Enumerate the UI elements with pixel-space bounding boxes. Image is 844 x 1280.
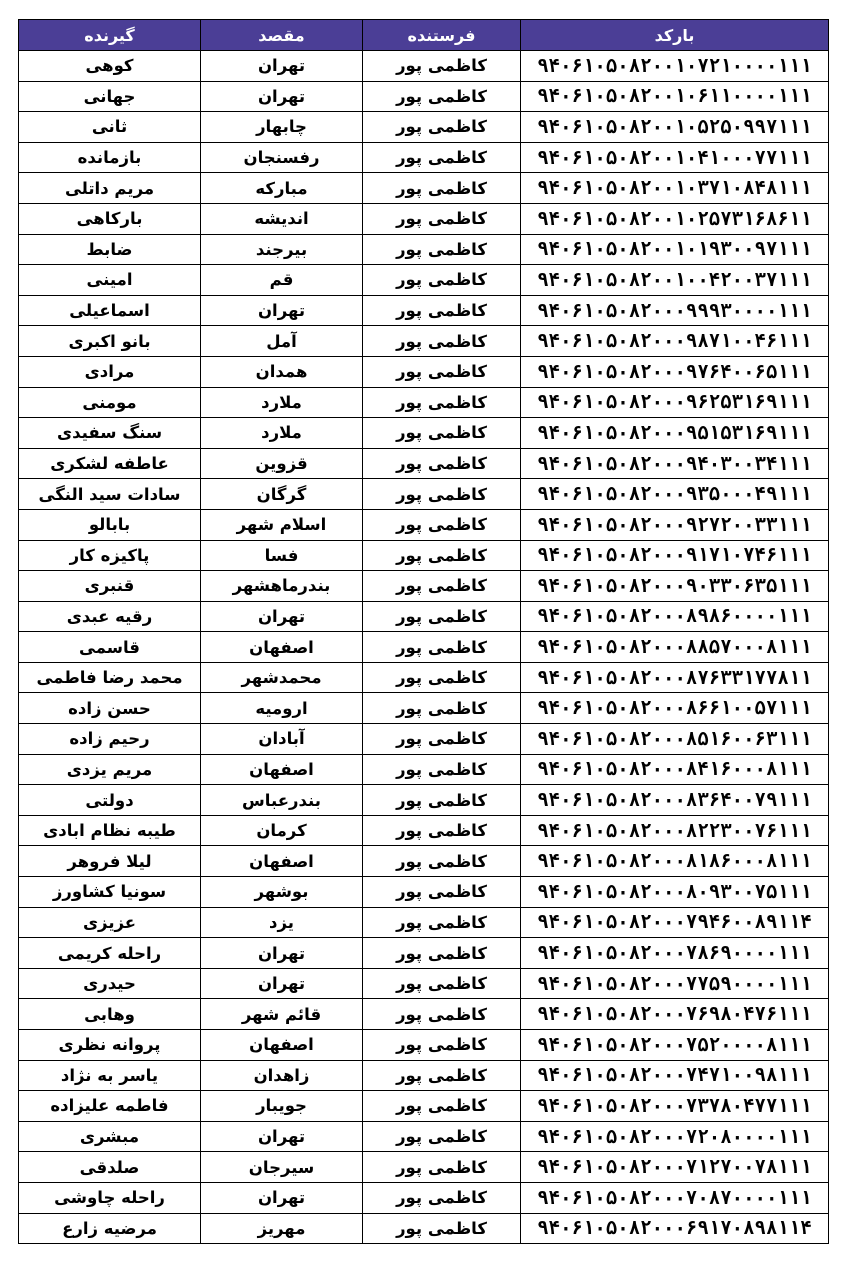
barcode-cell: ۹۴۰۶۱۰۵۰۸۲۰۰۰۷۴۷۱۰۰۹۸۱۱۱ bbox=[521, 1060, 829, 1091]
barcode-cell: ۹۴۰۶۱۰۵۰۸۲۰۰۰۸۸۵۷۰۰۰۸۱۱۱ bbox=[521, 632, 829, 663]
sender-cell: کاظمی پور bbox=[363, 326, 521, 357]
sender-cell: کاظمی پور bbox=[363, 81, 521, 112]
barcode-cell: ۹۴۰۶۱۰۵۰۸۲۰۰۰۹۹۹۳۰۰۰۰۱۱۱ bbox=[521, 295, 829, 326]
table-row bbox=[19, 877, 829, 908]
recipient-cell: حسن زاده bbox=[19, 693, 201, 724]
table-row bbox=[19, 234, 829, 265]
barcode-cell: ۹۴۰۶۱۰۵۰۸۲۰۰۰۸۳۶۴۰۰۷۹۱۱۱ bbox=[521, 785, 829, 816]
table-row bbox=[19, 509, 829, 540]
destination-cell: تهران bbox=[201, 295, 363, 326]
sender-cell: کاظمی پور bbox=[363, 203, 521, 234]
recipient-cell: کوهی bbox=[19, 51, 201, 82]
recipient-cell: بارکاهی bbox=[19, 203, 201, 234]
recipient-cell: فاطمه علیزاده bbox=[19, 1091, 201, 1122]
recipient-cell: سونیا کشاورز bbox=[19, 877, 201, 908]
table-row bbox=[19, 601, 829, 632]
table-row bbox=[19, 1213, 829, 1244]
sender-cell: کاظمی پور bbox=[363, 846, 521, 877]
barcode-cell: ۹۴۰۶۱۰۵۰۸۲۰۰۱۰۷۲۱۰۰۰۰۱۱۱ bbox=[521, 51, 829, 82]
sender-cell: کاظمی پور bbox=[363, 387, 521, 418]
table-row bbox=[19, 754, 829, 785]
sender-cell: کاظمی پور bbox=[363, 571, 521, 602]
table-row bbox=[19, 938, 829, 969]
sender-cell: کاظمی پور bbox=[363, 754, 521, 785]
destination-cell: اسلام شهر bbox=[201, 509, 363, 540]
barcode-cell: ۹۴۰۶۱۰۵۰۸۲۰۰۰۹۷۶۴۰۰۶۵۱۱۱ bbox=[521, 356, 829, 387]
recipient-cell: مریم داتلی bbox=[19, 173, 201, 204]
sender-cell: کاظمی پور bbox=[363, 509, 521, 540]
sender-cell: کاظمی پور bbox=[363, 51, 521, 82]
sender-cell: کاظمی پور bbox=[363, 877, 521, 908]
sender-cell: کاظمی پور bbox=[363, 724, 521, 755]
table-row bbox=[19, 142, 829, 173]
destination-cell: تهران bbox=[201, 51, 363, 82]
sender-cell: کاظمی پور bbox=[363, 356, 521, 387]
sender-cell: کاظمی پور bbox=[363, 938, 521, 969]
destination-cell: زاهدان bbox=[201, 1060, 363, 1091]
barcode-cell: ۹۴۰۶۱۰۵۰۸۲۰۰۰۷۲۰۸۰۰۰۰۱۱۱ bbox=[521, 1121, 829, 1152]
destination-cell: اصفهان bbox=[201, 632, 363, 663]
barcode-cell: ۹۴۰۶۱۰۵۰۸۲۰۰۱۰۶۱۱۰۰۰۰۱۱۱ bbox=[521, 81, 829, 112]
recipient-cell: راحله کریمی bbox=[19, 938, 201, 969]
barcode-cell: ۹۴۰۶۱۰۵۰۸۲۰۰۰۹۱۷۱۰۷۴۶۱۱۱ bbox=[521, 540, 829, 571]
table-header bbox=[19, 20, 829, 51]
sender-cell: کاظمی پور bbox=[363, 448, 521, 479]
recipient-cell: عاطفه لشکری bbox=[19, 448, 201, 479]
destination-cell: اصفهان bbox=[201, 754, 363, 785]
barcode-cell: ۹۴۰۶۱۰۵۰۸۲۰۰۰۹۵۱۵۳۱۶۹۱۱۱ bbox=[521, 418, 829, 449]
barcode-cell: ۹۴۰۶۱۰۵۰۸۲۰۰۰۸۷۶۳۳۱۷۷۸۱۱ bbox=[521, 662, 829, 693]
sender-cell: کاظمی پور bbox=[363, 662, 521, 693]
shipment-table-sheet bbox=[18, 19, 828, 1244]
destination-cell: قم bbox=[201, 265, 363, 296]
destination-cell: بندرعباس bbox=[201, 785, 363, 816]
recipient-cell: سادات سید النگی bbox=[19, 479, 201, 510]
sender-cell: کاظمی پور bbox=[363, 1213, 521, 1244]
table-row bbox=[19, 418, 829, 449]
recipient-cell: وهابی bbox=[19, 999, 201, 1030]
barcode-cell: ۹۴۰۶۱۰۵۰۸۲۰۰۰۷۰۸۷۰۰۰۰۱۱۱ bbox=[521, 1182, 829, 1213]
barcode-cell: ۹۴۰۶۱۰۵۰۸۲۰۰۰۷۱۲۷۰۰۷۸۱۱۱ bbox=[521, 1152, 829, 1183]
table-row bbox=[19, 51, 829, 82]
destination-cell: کرمان bbox=[201, 815, 363, 846]
barcode-cell: ۹۴۰۶۱۰۵۰۸۲۰۰۰۷۹۴۶۰۰۸۹۱۱۴ bbox=[521, 907, 829, 938]
header-sender: فرستنده bbox=[363, 20, 521, 51]
recipient-cell: مریم یزدی bbox=[19, 754, 201, 785]
sender-cell: کاظمی پور bbox=[363, 693, 521, 724]
destination-cell: قائم شهر bbox=[201, 999, 363, 1030]
table-row bbox=[19, 571, 829, 602]
barcode-cell: ۹۴۰۶۱۰۵۰۸۲۰۰۰۸۵۱۶۰۰۶۳۱۱۱ bbox=[521, 724, 829, 755]
destination-cell: چابهار bbox=[201, 112, 363, 143]
barcode-cell: ۹۴۰۶۱۰۵۰۸۲۰۰۰۹۲۷۲۰۰۳۳۱۱۱ bbox=[521, 509, 829, 540]
barcode-cell: ۹۴۰۶۱۰۵۰۸۲۰۰۱۰۰۴۲۰۰۳۷۱۱۱ bbox=[521, 265, 829, 296]
recipient-cell: رحیم زاده bbox=[19, 724, 201, 755]
table-row bbox=[19, 846, 829, 877]
header-row bbox=[19, 20, 829, 51]
barcode-cell: ۹۴۰۶۱۰۵۰۸۲۰۰۱۰۱۹۳۰۰۹۷۱۱۱ bbox=[521, 234, 829, 265]
recipient-cell: مرادی bbox=[19, 356, 201, 387]
destination-cell: جویبار bbox=[201, 1091, 363, 1122]
barcode-cell: ۹۴۰۶۱۰۵۰۸۲۰۰۰۸۴۱۶۰۰۰۸۱۱۱ bbox=[521, 754, 829, 785]
header-barcode: بارکد bbox=[521, 20, 829, 51]
sender-cell: کاظمی پور bbox=[363, 142, 521, 173]
table-row bbox=[19, 999, 829, 1030]
barcode-cell: ۹۴۰۶۱۰۵۰۸۲۰۰۱۰۵۲۵۰۹۹۷۱۱۱ bbox=[521, 112, 829, 143]
sender-cell: کاظمی پور bbox=[363, 601, 521, 632]
recipient-cell: ضابط bbox=[19, 234, 201, 265]
sender-cell: کاظمی پور bbox=[363, 418, 521, 449]
recipient-cell: سنگ سفیدی bbox=[19, 418, 201, 449]
recipient-cell: یاسر به نژاد bbox=[19, 1060, 201, 1091]
recipient-cell: حیدری bbox=[19, 968, 201, 999]
destination-cell: اندیشه bbox=[201, 203, 363, 234]
table-row bbox=[19, 662, 829, 693]
recipient-cell: پروانه نظری bbox=[19, 1030, 201, 1061]
recipient-cell: بازمانده bbox=[19, 142, 201, 173]
sender-cell: کاظمی پور bbox=[363, 479, 521, 510]
destination-cell: تهران bbox=[201, 938, 363, 969]
table-row bbox=[19, 112, 829, 143]
header-recipient: گیرنده bbox=[19, 20, 201, 51]
table-row bbox=[19, 632, 829, 663]
table-row bbox=[19, 326, 829, 357]
barcode-cell: ۹۴۰۶۱۰۵۰۸۲۰۰۰۹۸۷۱۰۰۴۶۱۱۱ bbox=[521, 326, 829, 357]
sender-cell: کاظمی پور bbox=[363, 1152, 521, 1183]
barcode-cell: ۹۴۰۶۱۰۵۰۸۲۰۰۰۷۶۹۸۰۴۷۶۱۱۱ bbox=[521, 999, 829, 1030]
sender-cell: کاظمی پور bbox=[363, 815, 521, 846]
recipient-cell: پاکیزه کار bbox=[19, 540, 201, 571]
sender-cell: کاظمی پور bbox=[363, 632, 521, 663]
barcode-cell: ۹۴۰۶۱۰۵۰۸۲۰۰۰۹۰۳۳۰۶۳۵۱۱۱ bbox=[521, 571, 829, 602]
table-row bbox=[19, 387, 829, 418]
recipient-cell: طیبه نظام ابادی bbox=[19, 815, 201, 846]
barcode-cell: ۹۴۰۶۱۰۵۰۸۲۰۰۰۹۴۰۳۰۰۳۴۱۱۱ bbox=[521, 448, 829, 479]
sender-cell: کاظمی پور bbox=[363, 1121, 521, 1152]
sender-cell: کاظمی پور bbox=[363, 1060, 521, 1091]
table-row bbox=[19, 693, 829, 724]
destination-cell: مهریز bbox=[201, 1213, 363, 1244]
shipment-table bbox=[18, 19, 829, 1244]
sender-cell: کاظمی پور bbox=[363, 1182, 521, 1213]
recipient-cell: مبشری bbox=[19, 1121, 201, 1152]
table-row bbox=[19, 785, 829, 816]
barcode-cell: ۹۴۰۶۱۰۵۰۸۲۰۰۰۸۹۸۶۰۰۰۰۱۱۱ bbox=[521, 601, 829, 632]
barcode-cell: ۹۴۰۶۱۰۵۰۸۲۰۰۱۰۲۵۷۳۱۶۸۶۱۱ bbox=[521, 203, 829, 234]
table-row bbox=[19, 724, 829, 755]
destination-cell: اصفهان bbox=[201, 1030, 363, 1061]
barcode-cell: ۹۴۰۶۱۰۵۰۸۲۰۰۰۷۷۵۹۰۰۰۰۱۱۱ bbox=[521, 968, 829, 999]
destination-cell: قزوین bbox=[201, 448, 363, 479]
destination-cell: همدان bbox=[201, 356, 363, 387]
barcode-cell: ۹۴۰۶۱۰۵۰۸۲۰۰۱۰۴۱۰۰۰۷۷۱۱۱ bbox=[521, 142, 829, 173]
sender-cell: کاظمی پور bbox=[363, 112, 521, 143]
barcode-cell: ۹۴۰۶۱۰۵۰۸۲۰۰۰۷۸۶۹۰۰۰۰۱۱۱ bbox=[521, 938, 829, 969]
recipient-cell: مومنی bbox=[19, 387, 201, 418]
destination-cell: اصفهان bbox=[201, 846, 363, 877]
header-destination: مقصد bbox=[201, 20, 363, 51]
recipient-cell: رقیه عبدی bbox=[19, 601, 201, 632]
barcode-cell: ۹۴۰۶۱۰۵۰۸۲۰۰۰۹۳۵۰۰۰۴۹۱۱۱ bbox=[521, 479, 829, 510]
sender-cell: کاظمی پور bbox=[363, 907, 521, 938]
sender-cell: کاظمی پور bbox=[363, 1030, 521, 1061]
table-row bbox=[19, 295, 829, 326]
destination-cell: تهران bbox=[201, 601, 363, 632]
table-row bbox=[19, 448, 829, 479]
destination-cell: فسا bbox=[201, 540, 363, 571]
barcode-cell: ۹۴۰۶۱۰۵۰۸۲۰۰۰۷۵۲۰۰۰۰۸۱۱۱ bbox=[521, 1030, 829, 1061]
sender-cell: کاظمی پور bbox=[363, 234, 521, 265]
sender-cell: کاظمی پور bbox=[363, 295, 521, 326]
destination-cell: گرگان bbox=[201, 479, 363, 510]
table-row bbox=[19, 815, 829, 846]
destination-cell: تهران bbox=[201, 81, 363, 112]
table-row bbox=[19, 907, 829, 938]
barcode-cell: ۹۴۰۶۱۰۵۰۸۲۰۰۰۷۳۷۸۰۴۷۷۱۱۱ bbox=[521, 1091, 829, 1122]
recipient-cell: امینی bbox=[19, 265, 201, 296]
barcode-cell: ۹۴۰۶۱۰۵۰۸۲۰۰۰۸۶۶۱۰۰۵۷۱۱۱ bbox=[521, 693, 829, 724]
destination-cell: آمل bbox=[201, 326, 363, 357]
table-row bbox=[19, 479, 829, 510]
barcode-cell: ۹۴۰۶۱۰۵۰۸۲۰۰۱۰۳۷۱۰۸۴۸۱۱۱ bbox=[521, 173, 829, 204]
recipient-cell: قاسمی bbox=[19, 632, 201, 663]
recipient-cell: دولتی bbox=[19, 785, 201, 816]
destination-cell: بیرجند bbox=[201, 234, 363, 265]
recipient-cell: بابالو bbox=[19, 509, 201, 540]
destination-cell: تهران bbox=[201, 1182, 363, 1213]
barcode-cell: ۹۴۰۶۱۰۵۰۸۲۰۰۰۸۲۲۳۰۰۷۶۱۱۱ bbox=[521, 815, 829, 846]
sender-cell: کاظمی پور bbox=[363, 265, 521, 296]
table-row bbox=[19, 1121, 829, 1152]
destination-cell: سیرجان bbox=[201, 1152, 363, 1183]
sender-cell: کاظمی پور bbox=[363, 173, 521, 204]
table-row bbox=[19, 1152, 829, 1183]
barcode-cell: ۹۴۰۶۱۰۵۰۸۲۰۰۰۶۹۱۷۰۸۹۸۱۱۴ bbox=[521, 1213, 829, 1244]
sender-cell: کاظمی پور bbox=[363, 540, 521, 571]
recipient-cell: اسماعیلی bbox=[19, 295, 201, 326]
recipient-cell: قنبری bbox=[19, 571, 201, 602]
recipient-cell: راحله چاوشی bbox=[19, 1182, 201, 1213]
destination-cell: تهران bbox=[201, 1121, 363, 1152]
table-row bbox=[19, 540, 829, 571]
recipient-cell: مرضیه زارع bbox=[19, 1213, 201, 1244]
table-row bbox=[19, 203, 829, 234]
destination-cell: یزد bbox=[201, 907, 363, 938]
recipient-cell: محمد رضا فاطمی bbox=[19, 662, 201, 693]
sender-cell: کاظمی پور bbox=[363, 999, 521, 1030]
recipient-cell: جهانی bbox=[19, 81, 201, 112]
table-row bbox=[19, 1182, 829, 1213]
sender-cell: کاظمی پور bbox=[363, 785, 521, 816]
table-row bbox=[19, 81, 829, 112]
table-row bbox=[19, 1091, 829, 1122]
recipient-cell: ثانی bbox=[19, 112, 201, 143]
table-row bbox=[19, 265, 829, 296]
recipient-cell: بانو اکبری bbox=[19, 326, 201, 357]
table-row bbox=[19, 1060, 829, 1091]
destination-cell: آبادان bbox=[201, 724, 363, 755]
destination-cell: بندرماهشهر bbox=[201, 571, 363, 602]
destination-cell: ملارد bbox=[201, 387, 363, 418]
sender-cell: کاظمی پور bbox=[363, 1091, 521, 1122]
destination-cell: محمدشهر bbox=[201, 662, 363, 693]
destination-cell: ملارد bbox=[201, 418, 363, 449]
table-row bbox=[19, 1030, 829, 1061]
barcode-cell: ۹۴۰۶۱۰۵۰۸۲۰۰۰۸۰۹۳۰۰۷۵۱۱۱ bbox=[521, 877, 829, 908]
recipient-cell: صلدقی bbox=[19, 1152, 201, 1183]
sender-cell: کاظمی پور bbox=[363, 968, 521, 999]
destination-cell: رفسنجان bbox=[201, 142, 363, 173]
table-row bbox=[19, 356, 829, 387]
table-row bbox=[19, 173, 829, 204]
destination-cell: بوشهر bbox=[201, 877, 363, 908]
barcode-cell: ۹۴۰۶۱۰۵۰۸۲۰۰۰۸۱۸۶۰۰۰۸۱۱۱ bbox=[521, 846, 829, 877]
table-body bbox=[19, 51, 829, 1244]
recipient-cell: عزیزی bbox=[19, 907, 201, 938]
barcode-cell: ۹۴۰۶۱۰۵۰۸۲۰۰۰۹۶۲۵۳۱۶۹۱۱۱ bbox=[521, 387, 829, 418]
destination-cell: ارومیه bbox=[201, 693, 363, 724]
recipient-cell: لیلا فروهر bbox=[19, 846, 201, 877]
destination-cell: تهران bbox=[201, 968, 363, 999]
destination-cell: مبارکه bbox=[201, 173, 363, 204]
table-row bbox=[19, 968, 829, 999]
